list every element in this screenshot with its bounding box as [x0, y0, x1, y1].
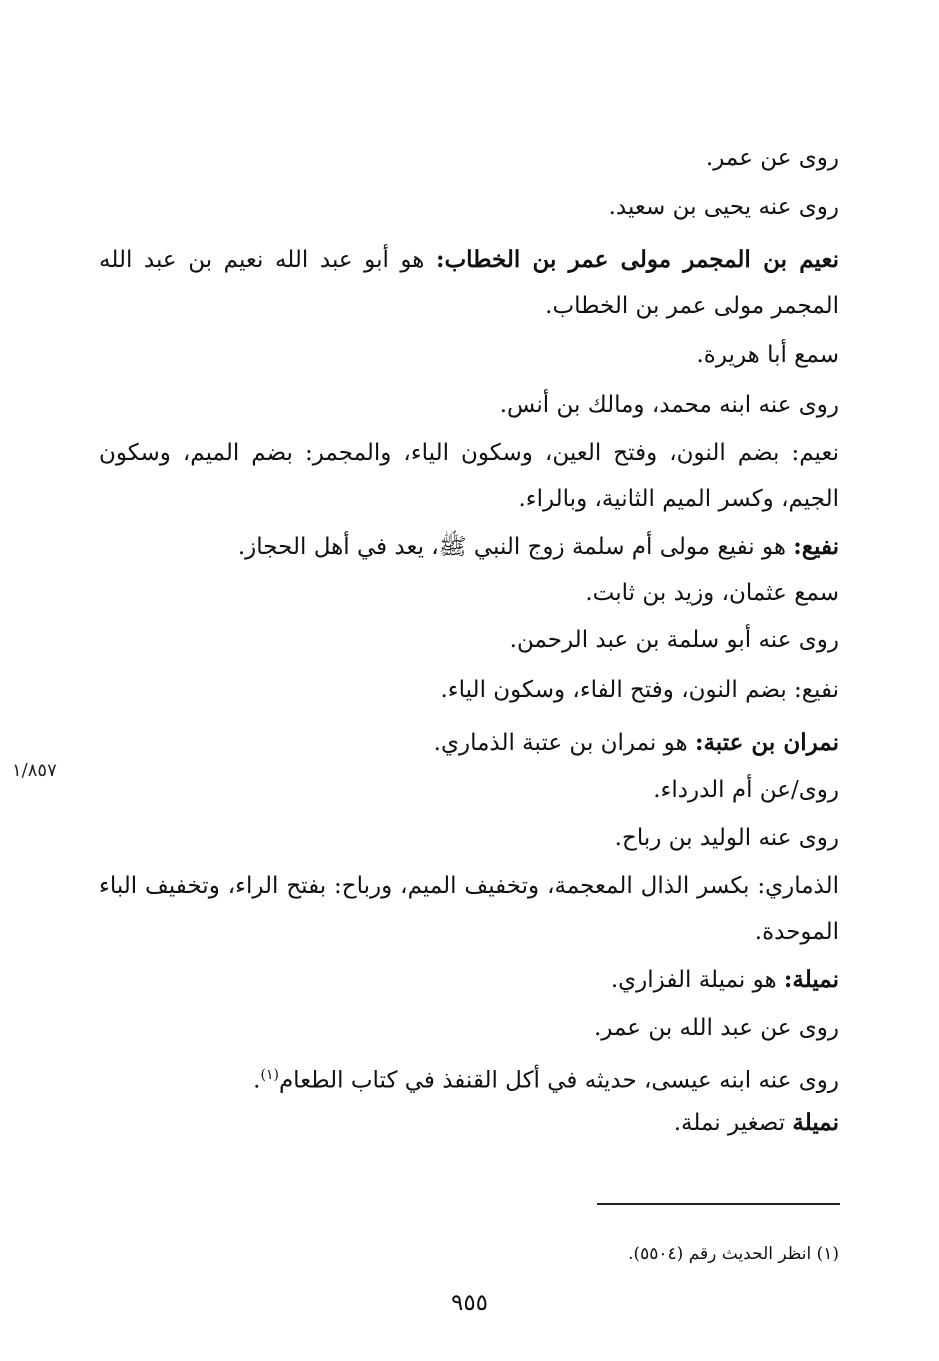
entry-heading: نميلة [792, 1109, 839, 1136]
entry-heading: نعيم بن المجمر مولى عمر بن الخطاب: [436, 246, 839, 273]
entry-nafi [238, 532, 839, 562]
entry-text: هو أبو عبد الله نعيم بن عبد الله المجمر مولى عمر بن الخطاب. [99, 247, 839, 319]
entry-text: هو نفيع مولى أم سلمة زوج النبي ﷺ، يعد في أهل الحجاز. [237, 534, 794, 560]
entry-nuaym-note: نعيم: بضم النون، وفتح العين، وسكون الياء، والمجمر: بضم الميم، وسكون الجيم، وكسر الميم الثانية، وبالراء. [99, 440, 839, 512]
footnote-divider [597, 1203, 840, 1205]
entry-text: هو نمران بن عتبة الذماري. [433, 730, 695, 756]
entry-text: هو نميلة الفزاري. [610, 967, 784, 993]
text-line: روى عنه ابنه محمد، ومالك بن أنس. [499, 392, 839, 418]
text: . [253, 1067, 261, 1094]
entry-numayla [611, 965, 839, 995]
text-line: روى/عن أم الدرداء. [653, 777, 839, 803]
text-line-with-footnote [253, 1060, 839, 1096]
entry-heading: نميلة: [783, 966, 839, 993]
footnote-marker: (١) [260, 1067, 279, 1083]
entry-numran [434, 728, 839, 758]
text-line: روى عن عمر. [705, 145, 839, 171]
text-line: روى عنه الوليد بن رباح. [614, 825, 839, 851]
text: روى عنه ابنه عيسى، حديثه في أكل القنفذ في كتاب الطعام [278, 1067, 839, 1094]
text-line: سمع أبا هريرة. [696, 342, 839, 368]
text-line [674, 1108, 839, 1138]
page-number: ٩٥٥ [450, 1290, 489, 1316]
entry-numran-note: الذماري: بكسر الذال المعجمة، وتخفيف الميم، ورباح: بفتح الراء، وتخفيف الباء الموحدة. [99, 873, 839, 945]
text-line: روى عن عبد الله بن عمر. [593, 1015, 839, 1041]
entry-heading: نفيع: [793, 533, 839, 560]
text-line: نفيع: بضم النون، وفتح الفاء، وسكون الياء. [440, 677, 839, 703]
entry-nuaym [99, 237, 839, 329]
text-line: روى عنه يحيى بن سعيد. [608, 194, 839, 220]
entry-text: تصغير نملة. [673, 1110, 793, 1136]
text-line: روى عنه أبو سلمة بن عبد الرحمن. [509, 627, 839, 653]
text-line: سمع عثمان، وزيد بن ثابت. [585, 580, 839, 606]
margin-reference: ١/٨٥٧ [12, 760, 57, 781]
entry-heading: نمران بن عتبة: [694, 729, 839, 756]
footnote: (١) انظر الحديث رقم (٥٥٠٤). [628, 1244, 839, 1264]
